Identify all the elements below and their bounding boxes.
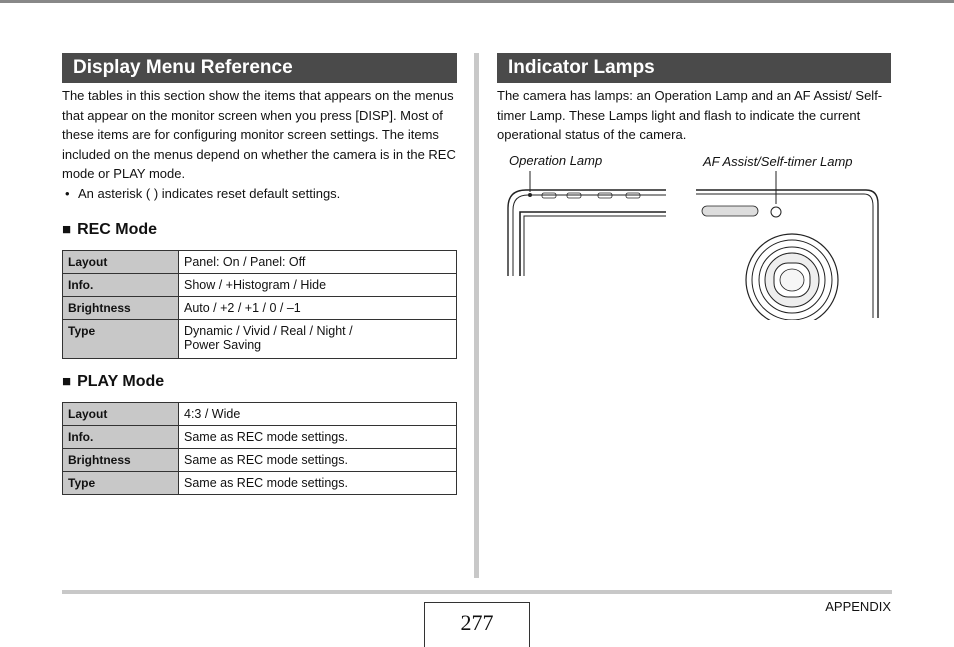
row-value: Show / +Histogram / Hide	[179, 273, 457, 296]
row-key: Type	[63, 471, 179, 494]
camera-back-illustration	[500, 168, 670, 276]
row-key: Brightness	[63, 296, 179, 319]
square-bullet-icon: ■	[62, 372, 72, 390]
table-row	[63, 273, 457, 296]
bullet-icon: •	[65, 185, 70, 201]
row-key: Brightness	[63, 448, 179, 471]
table-row	[63, 425, 457, 448]
row-value: Panel: On / Panel: Off	[179, 250, 457, 273]
square-bullet-icon: ■	[62, 220, 72, 238]
row-key: Layout	[63, 250, 179, 273]
row-key: Layout	[63, 402, 179, 425]
footer-rule	[62, 590, 892, 594]
row-value: Same as REC mode settings.	[179, 425, 457, 448]
indicator-lamps-section	[497, 53, 891, 145]
page-number: 277	[424, 602, 530, 647]
bullet-note	[62, 184, 457, 203]
play-mode-heading: ■ PLAY Mode	[62, 372, 165, 390]
intro-paragraph: The tables in this section show the items that appears on the menus that appear on the monitor screen when you press [DISP]. Most of these items are for configuring monitor screen settings. The items included on the menus depend on whether the camera is in the REC mode or PLAY mode.	[62, 88, 456, 181]
table-row	[63, 471, 457, 494]
bullet-text: An asterisk ( ) indicates reset default settings.	[78, 185, 341, 201]
table-row	[63, 319, 457, 358]
row-value	[179, 319, 457, 358]
section-label: APPENDIX	[825, 599, 891, 614]
rec-mode-table	[62, 250, 457, 359]
section-title: Display Menu Reference	[62, 53, 457, 83]
table-row	[63, 296, 457, 319]
section-title: Indicator Lamps	[497, 53, 891, 83]
table-row	[63, 402, 457, 425]
row-value-line: Dynamic / Vivid / Real / Night /	[184, 323, 353, 338]
row-value: Same as REC mode settings.	[179, 448, 457, 471]
intro-paragraph: The camera has lamps: an Operation Lamp and an AF Assist/ Self-timer Lamp. These Lamps light and flash to indicate the current operational status of the camera.	[497, 88, 883, 142]
row-value: Auto / +2 / +1 / 0 / –1	[179, 296, 457, 319]
top-rule	[0, 0, 954, 3]
row-key: Info.	[63, 273, 179, 296]
operation-lamp-label: Operation Lamp	[509, 153, 603, 168]
play-mode-table	[62, 402, 457, 495]
row-value: Same as REC mode settings.	[179, 471, 457, 494]
table-row	[63, 448, 457, 471]
column-divider	[474, 53, 479, 578]
row-key: Info.	[63, 425, 179, 448]
table-row	[63, 250, 457, 273]
row-value-line: Power Saving	[184, 337, 262, 352]
af-assist-lamp-label: AF Assist/Self-timer Lamp	[703, 154, 853, 169]
rec-mode-heading: ■ REC Mode	[62, 220, 158, 238]
display-menu-section	[62, 53, 457, 495]
camera-front-illustration	[696, 168, 880, 320]
row-value: 4:3 / Wide	[179, 402, 457, 425]
row-key: Type	[63, 319, 179, 358]
